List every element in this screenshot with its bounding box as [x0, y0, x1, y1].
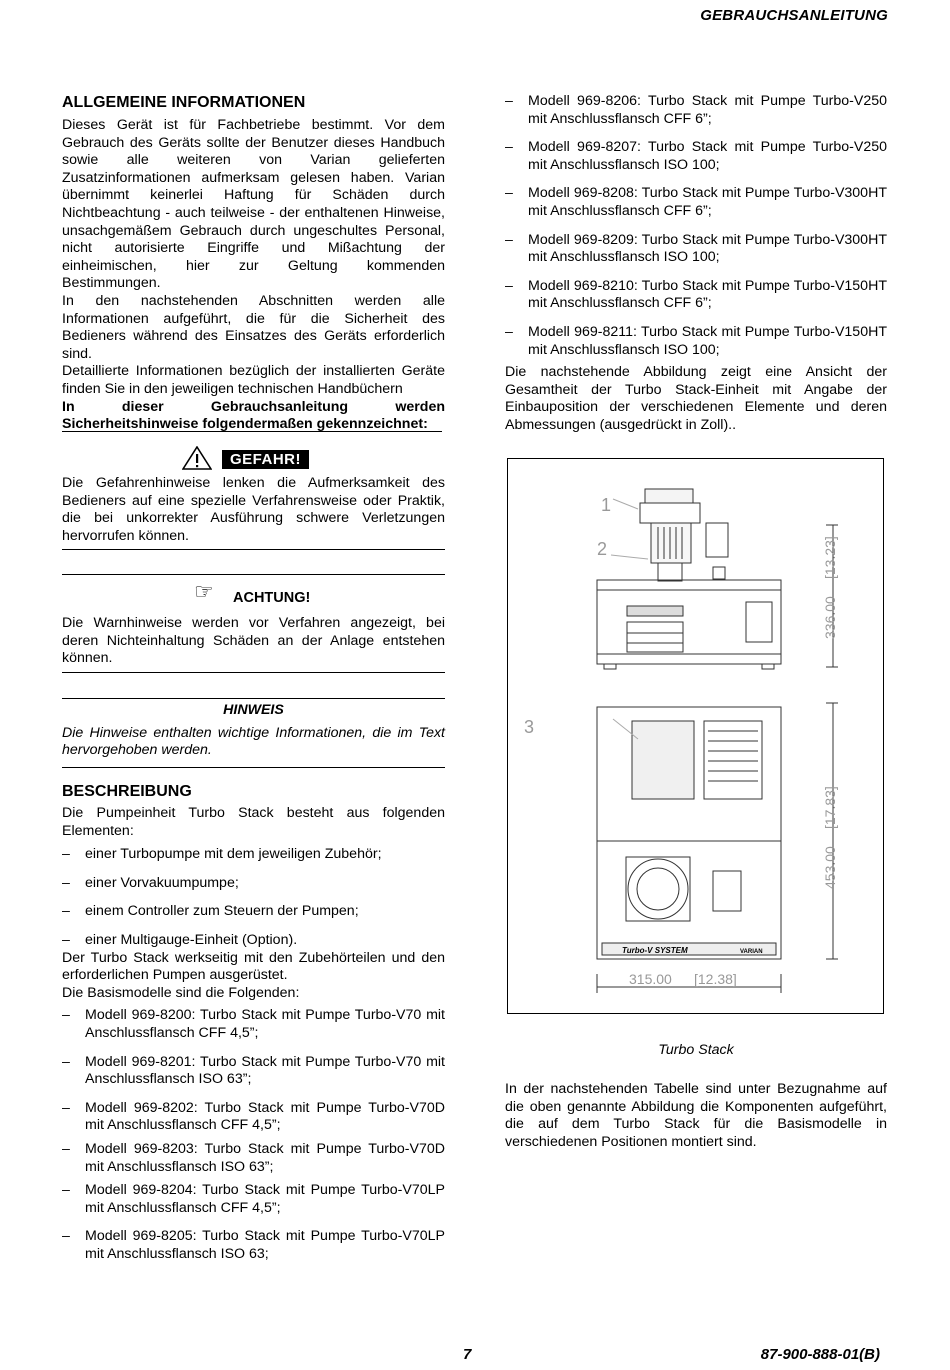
caution-text: Die Warnhinweise werden vor Verfahren angezeigt, bei deren Nichteinhaltung Schäden an der Anlage entstehen können. [62, 615, 445, 667]
list-item: – einer Vorvakuumpumpe; [62, 875, 445, 893]
note-block [62, 702, 445, 760]
figure-label-1: 1 [601, 495, 612, 515]
list-item: – Modell 969-8206: Turbo Stack mit Pumpe Turbo-V250 mit Anschlussflansch CFF 6”; [505, 93, 887, 128]
dimension-height-top-inches: [13.23] [822, 536, 838, 579]
components-list [62, 846, 445, 949]
danger-label: GEFAHR! [222, 450, 309, 469]
dimension-height-top: 336.00 [822, 596, 838, 639]
divider-note-bottom [62, 767, 445, 768]
figure-caption-block [505, 1042, 887, 1060]
caution-block [62, 615, 445, 668]
list-item: – Modell 969-8210: Turbo Stack mit Pumpe Turbo-V150HT mit Anschlussflansch CFF 6”; [505, 278, 887, 313]
models-list-right [505, 93, 887, 359]
description-block [62, 782, 445, 1263]
list-item: – Modell 969-8201: Turbo Stack mit Pumpe Turbo-V70 mit Anschlussflansch ISO 63”; [62, 1054, 445, 1089]
note-text: Die Hinweise enthalten wichtige Informationen, die im Text hervorgehoben werden. [62, 724, 445, 759]
table-intro-paragraph: In der nachstehenden Tabelle sind unter Bezugnahme auf die oben genannte Abbildung die Komponenten aufgeführt, die auf dem Turbo Stack für die Basismodelle in verschiedenen Positionen montiert sind. [505, 1081, 887, 1150]
controller-label: Turbo-V SYSTEM [622, 946, 688, 955]
description-paragraph-3: Die Basismodelle sind die Folgenden: [62, 984, 300, 1001]
figure-intro-paragraph: Die nachstehende Abbildung zeigt eine Ansicht der Gesamtheit der Turbo Stack-Einheit mit Angabe der Einbauposition der verschiedenen Elemente und deren Abmessungen (ausgedrückt in Zoll).. [505, 364, 887, 433]
section-title-general-info: ALLGEMEINE INFORMATIONEN [62, 94, 306, 111]
divider-caution-bottom [62, 672, 445, 673]
note-label: HINWEIS [223, 702, 284, 718]
pointing-hand-icon: ☞ [194, 579, 214, 604]
dimension-height-bottom: 453.00 [822, 846, 838, 889]
divider-caution-top [62, 574, 445, 575]
left-column [62, 93, 445, 434]
list-item: – Modell 969-8200: Turbo Stack mit Pumpe Turbo-V70 mit Anschlussflansch CFF 4,5”; [62, 1007, 445, 1042]
caution-heading [194, 579, 374, 607]
description-paragraph-1: Die Pumpeinheit Turbo Stack besteht aus folgenden Elementen: [62, 805, 445, 839]
list-item: – Modell 969-8203: Turbo Stack mit Pumpe Turbo-V70D mit Anschlussflansch ISO 63”; [62, 1141, 445, 1176]
right-column [505, 93, 887, 435]
turbo-stack-figure [507, 458, 884, 1014]
list-item: – einer Turbopumpe mit dem jeweiligen Zubehör; [62, 846, 445, 864]
list-item: – Modell 969-8205: Turbo Stack mit Pumpe Turbo-V70LP mit Anschlussflansch ISO 63; [62, 1228, 445, 1263]
table-intro-block [505, 1081, 887, 1151]
danger-heading [182, 446, 442, 472]
list-item: – einer Multigauge-Einheit (Option). [62, 932, 445, 950]
list-item: – Modell 969-8208: Turbo Stack mit Pumpe Turbo-V300HT mit Anschlussflansch CFF 6”; [505, 185, 887, 220]
list-item: – Modell 969-8202: Turbo Stack mit Pumpe Turbo-V70D mit Anschlussflansch CFF 4,5”; [62, 1100, 445, 1135]
varian-logo-text: VARIAN [740, 949, 763, 955]
intro-paragraph-3: Detaillierte Informationen bezüglich der installierten Geräte finden Sie in den jeweiligen technischen Handbüchern [62, 363, 445, 397]
divider-danger-bottom [62, 549, 445, 550]
figure-label-2: 2 [597, 539, 608, 559]
figure-caption: Turbo Stack [658, 1042, 734, 1058]
list-item: – Modell 969-8211: Turbo Stack mit Pumpe Turbo-V150HT mit Anschlussflansch ISO 100; [505, 324, 887, 359]
dimension-width: 315.00 [629, 971, 672, 987]
dimension-width-inches: [12.38] [694, 971, 737, 987]
list-item: – Modell 969-8207: Turbo Stack mit Pumpe Turbo-V250 mit Anschlussflansch ISO 100; [505, 139, 887, 174]
intro-paragraph-1: Dieses Gerät ist für Fachbetriebe bestimmt. Vor dem Gebrauch des Geräts sollte der Benutzer dieses Handbuch sowie alle weiteren von Varian gelieferten Zusatzinformationen aufmerksam gelesen haben. Varian übernimmt keinerlei Haftung für Schäden durch Nichtbeachtung - auch teilweise - der enthaltenen Hinweise, unsachgemäßem Gebrauch durch ungeschultes Personal, nicht autorisierte Eingriffe und Mißachtung der einheimischen, hier zur Geltung kommenden Bestimmungen. [62, 117, 445, 292]
list-item: – Modell 969-8204: Turbo Stack mit Pumpe Turbo-V70LP mit Anschlussflansch CFF 4,5”; [62, 1182, 445, 1217]
caution-label: ACHTUNG! [233, 590, 311, 606]
list-item: – einem Controller zum Steuern der Pumpen; [62, 903, 445, 921]
danger-text: Die Gefahrenhinweise lenken die Aufmerksamkeit des Bedieners auf eine spezielle Verfahrensweise oder Praktik, die bei unkorrekter Ausführung schwere Verletzungen hervorrufen können. [62, 475, 445, 544]
page-number: 7 [463, 1346, 472, 1363]
figure-label-3: 3 [524, 717, 535, 737]
dimension-height-bottom-inches: [17.83] [822, 786, 838, 829]
models-list-left [62, 1007, 445, 1263]
turbo-stack-drawing [508, 459, 882, 1012]
intro-paragraph-2: In den nachstehenden Abschnitten werden alle Informationen aufgeführt, die für die Sicherheit des Bedieners während des Einsatzes des Geräts erforderlich sind. [62, 292, 445, 362]
danger-block [62, 475, 445, 545]
warning-triangle-icon [182, 446, 212, 470]
intro-bold-paragraph: In dieser Gebrauchsanleitung werden Sicherheitshinweise folgendermaßen gekennzeichnet: [62, 398, 445, 433]
document-code: 87-900-888-01(B) [760, 1346, 880, 1363]
document-header-title: GEBRAUCHSANLEITUNG [700, 7, 888, 24]
list-item: – Modell 969-8209: Turbo Stack mit Pumpe Turbo-V300HT mit Anschlussflansch ISO 100; [505, 232, 887, 267]
divider-note-top [62, 698, 445, 699]
section-title-description: BESCHREIBUNG [62, 783, 192, 800]
divider-danger-top [62, 431, 442, 432]
description-paragraph-2: Der Turbo Stack werkseitig mit den Zubehörteilen und den erforderlichen Pumpen ausgerüstet. [62, 949, 445, 984]
